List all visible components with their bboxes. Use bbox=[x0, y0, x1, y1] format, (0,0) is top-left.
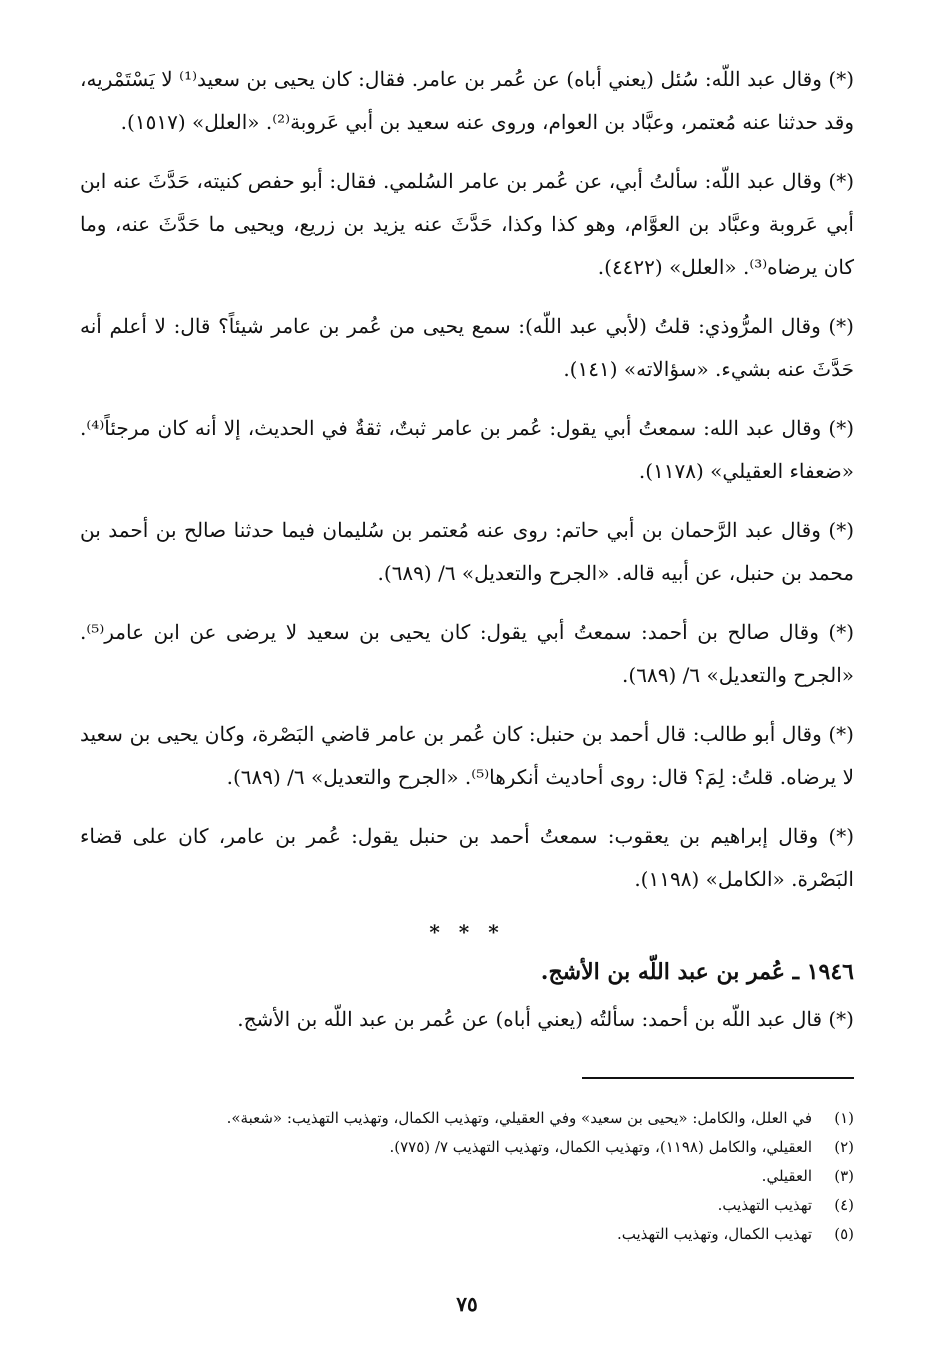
paragraph-6: (*) وقال صالح بن أحمد: سمعتُ أبي يقول: كان يحيى بن سعيد لا يرضى عن ابن عامر⁽⁵⁾. «الجرح والتعديل» ٦/ (٦٨٩). bbox=[80, 620, 854, 687]
footnote-text: العقيلي. bbox=[761, 1167, 812, 1185]
footnote-number: (١) bbox=[834, 1109, 854, 1127]
paragraph-7: (*) وقال أبو طالب: قال أحمد بن حنبل: كان عُمر بن عامر قاضي البَصْرة، وكان يحيى بن سعيد لا يرضاه. قلتُ: لِمَ؟ قال: روى أحاديث أنكرها⁽⁵⁾. «الجرح والتعديل» ٦/ (٦٨٩). bbox=[80, 722, 854, 789]
page-number: ٧٥ bbox=[456, 1292, 478, 1316]
footnote-number: (٣) bbox=[834, 1167, 854, 1185]
footnote-2 bbox=[80, 1133, 854, 1162]
footnote-number: (٥) bbox=[834, 1225, 854, 1243]
footnote-1 bbox=[80, 1104, 854, 1133]
paragraph-4: (*) وقال عبد الله: سمعتُ أبي يقول: عُمر بن عامر ثبتٌ، ثقةٌ في الحديث، إلا أنه كان مرجئاً⁽⁴⁾. «ضعفاء العقيلي» (١١٧٨). bbox=[80, 416, 854, 483]
footnote-text: في العلل، والكامل: «يحيى بن سعيد» وفي العقيلي، وتهذيب الكمال، وتهذيب التهذيب: «شعبة». bbox=[226, 1109, 812, 1127]
paragraph-2: (*) وقال عبد اللّه: سألتُ أبي، عن عُمر بن عامر السُلمي. فقال: أبو حفص كنيته، حَدَّثَ عنه ابن أبي عَروبة وعبَّاد بن العوَّام، وهو كذا وكذا، حَدَّثَ عنه يزيد بن زريع، ويحيى ما حَدَّثَ عنه، وما كان يرضاه⁽³⁾. «العلل» (٤٤٢٢). bbox=[80, 169, 854, 279]
entry-paragraph: (*) قال عبد اللّه بن أحمد: سألتُه (يعني أباه) عن عُمر بن عبد اللّه بن الأشج. bbox=[237, 1007, 854, 1031]
entry-heading: ١٩٤٦ ـ عُمر بن عبد اللّه بن الأشج. bbox=[540, 959, 854, 985]
paragraph-5: (*) وقال عبد الرَّحمان بن أبي حاتم: روى عنه مُعتمر بن سُليمان فيما حدثنا صالح بن أحمد بن محمد بن حنبل، عن أبيه قاله. «الجرح والتعديل» ٦/ (٦٨٩). bbox=[80, 518, 854, 585]
footnote-5 bbox=[80, 1220, 854, 1249]
footnote-divider bbox=[582, 1077, 854, 1079]
footnote-number: (٤) bbox=[834, 1196, 854, 1214]
footnote-text: تهذيب التهذيب. bbox=[717, 1196, 812, 1214]
footnote-number: (٢) bbox=[834, 1138, 854, 1156]
paragraph-8: (*) وقال إبراهيم بن يعقوب: سمعتُ أحمد بن حنبل يقول: عُمر بن عامر، كان على قضاء البَصْرة. «الكامل» (١١٩٨). bbox=[80, 824, 854, 891]
footnote-3 bbox=[80, 1162, 854, 1191]
section-separator: * * * bbox=[429, 920, 505, 944]
footnotes bbox=[80, 1104, 854, 1249]
paragraph-3: (*) وقال المرُّوذي: قلتُ (لأبي عبد اللّه): سمع يحيى من عُمر بن عامر شيئاً؟ قال: لا أعلم أنه حَدَّثَ عنه بشيء. «سؤالاته» (١٤١). bbox=[80, 314, 854, 381]
footnote-text: العقيلي، والكامل (١١٩٨)، وتهذيب الكمال، وتهذيب التهذيب ٧/ (٧٧٥). bbox=[389, 1138, 812, 1156]
paragraph-1: (*) وقال عبد اللّه: سُئل (يعني أباه) عن عُمر بن عامر. فقال: كان يحيى بن سعيد⁽¹⁾ لا يَسْتَمْريه، وقد حدثنا عنه مُعتمر، وعبَّاد بن العوام، وروى عنه سعيد بن أبي عَروبة⁽²⁾. «العلل» (١٥١٧). bbox=[80, 67, 854, 134]
footnote-text: تهذيب الكمال، وتهذيب التهذيب. bbox=[616, 1225, 812, 1243]
footnote-4 bbox=[80, 1191, 854, 1220]
main-text bbox=[80, 58, 854, 1039]
